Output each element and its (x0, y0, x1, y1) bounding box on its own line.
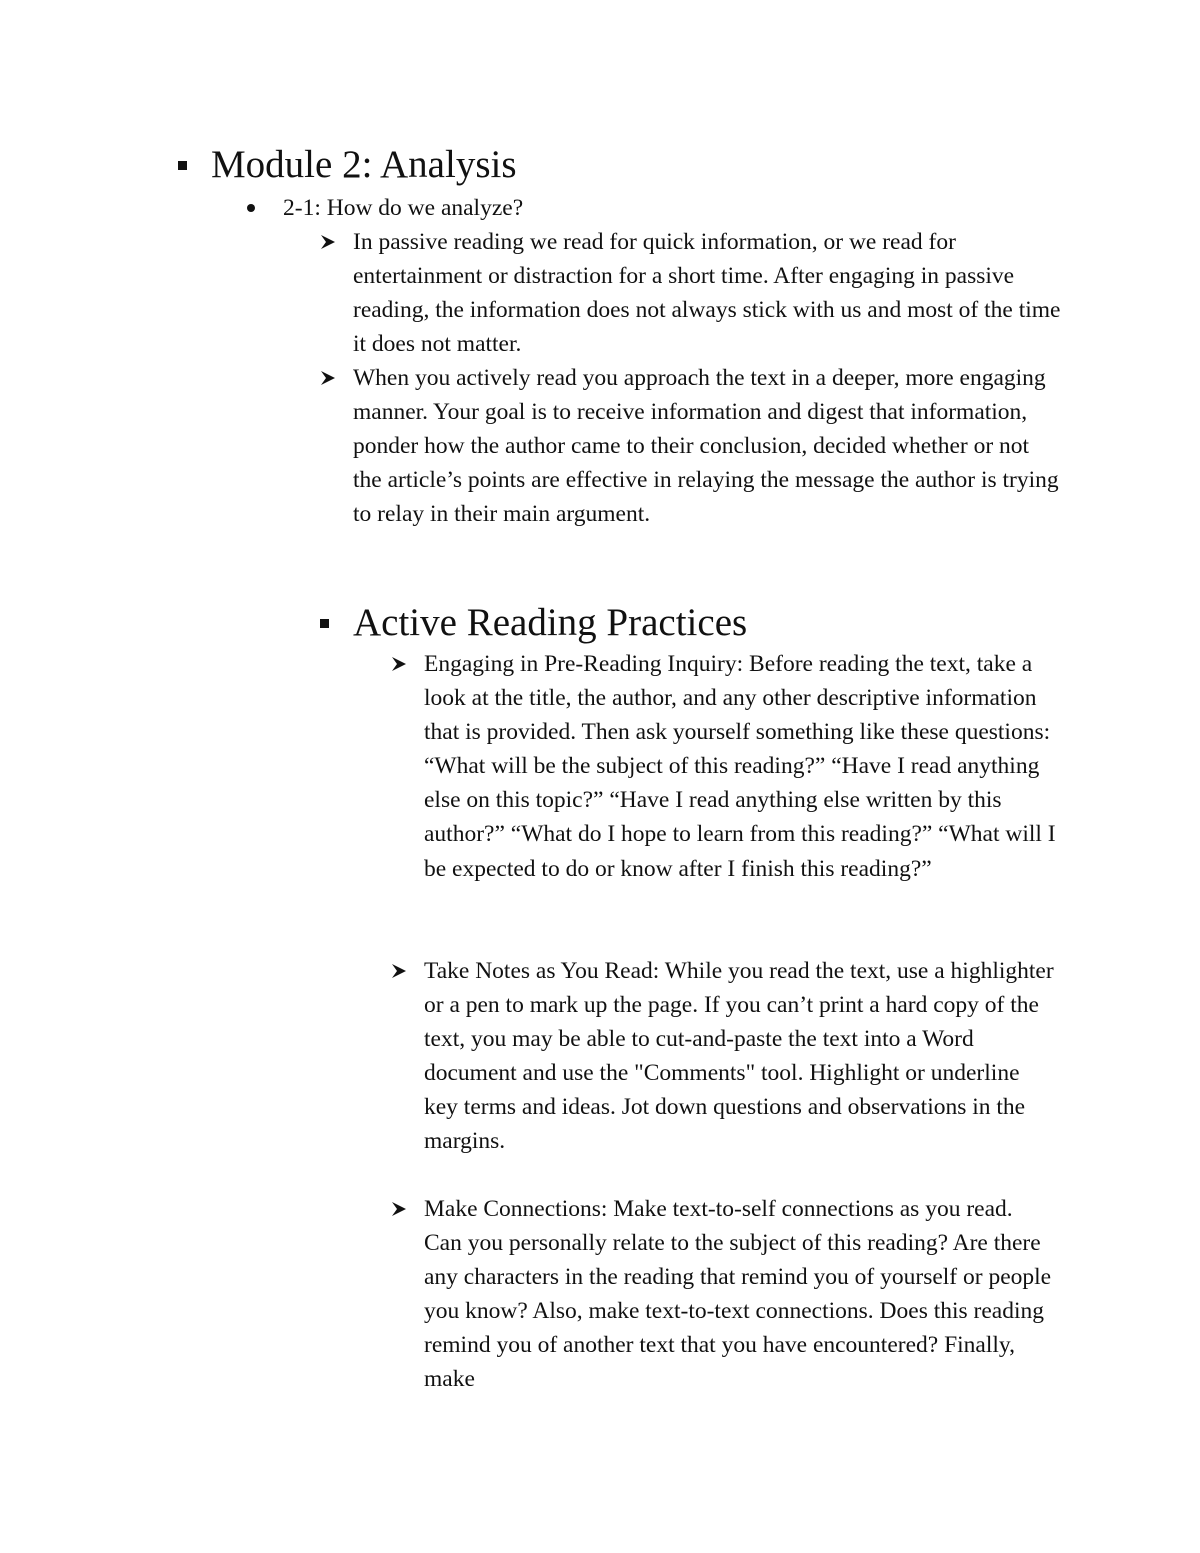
practice-make-connections: Make Connections: Make text-to-self connections as you read. Can you personally relate to the subject of this reading? Are there any characters in the reading that remind you of yourself or people you know? Also, make text-to-text connections. Does this reading remind you of another text that you have encountered? Finally, make (424, 1196, 1052, 1393)
module-title: Module 2: Analysis (211, 143, 517, 186)
practices-title: Active Reading Practices (353, 601, 748, 644)
list-item (391, 1192, 1056, 1397)
practice-pre-reading-inquiry: Engaging in Pre-Reading Inquiry: Before reading the text, take a look at the title, the author, and any other descriptive information that is provided. Then ask yourself something like these questions: “What will be the subject of this reading?” “Have I read anything else on this topic?” “Have I read anything else written by this author?” “What do I hope to learn from this reading?” “What will I be expected to do or know after I finish this reading?” (424, 651, 1056, 882)
arrow-bullet-icon (391, 1192, 424, 1226)
arrow-bullet-icon (320, 225, 353, 259)
round-bullet-icon (247, 191, 283, 225)
list-item (391, 954, 1056, 1159)
point-active-reading: When you actively read you approach the text in a deeper, more engaging manner. Your goal is to receive information and digest that information, ponder how the author came to their conclusion, decided whether or not the article’s points are effective in relaying the message the author is trying to relay in their main argument. (353, 365, 1059, 528)
list-item (391, 647, 1056, 886)
practices-heading-row (320, 601, 747, 645)
square-bullet-icon (320, 601, 353, 645)
arrow-bullet-icon (391, 954, 424, 988)
subsection-row (247, 191, 523, 225)
module-heading-row (178, 143, 517, 187)
subsection-title: 2-1: How do we analyze? (283, 195, 524, 221)
list-item (320, 361, 1061, 531)
square-bullet-icon (178, 143, 211, 187)
practice-take-notes: Take Notes as You Read: While you read the text, use a highlighter or a pen to mark up the page. If you can’t print a hard copy of the text, you may be able to cut-and-paste the text into a Word document and use the "Comments" tool. Highlight or underline key terms and ideas. Jot down questions and observations in the margins. (424, 958, 1054, 1155)
point-passive-reading: In passive reading we read for quick information, or we read for entertainment or distraction for a short time. After engaging in passive reading, the information does not always stick with us and most of the time it does not matter. (353, 229, 1061, 358)
arrow-bullet-icon (320, 361, 353, 395)
list-item (320, 225, 1061, 361)
arrow-bullet-icon (391, 647, 424, 681)
